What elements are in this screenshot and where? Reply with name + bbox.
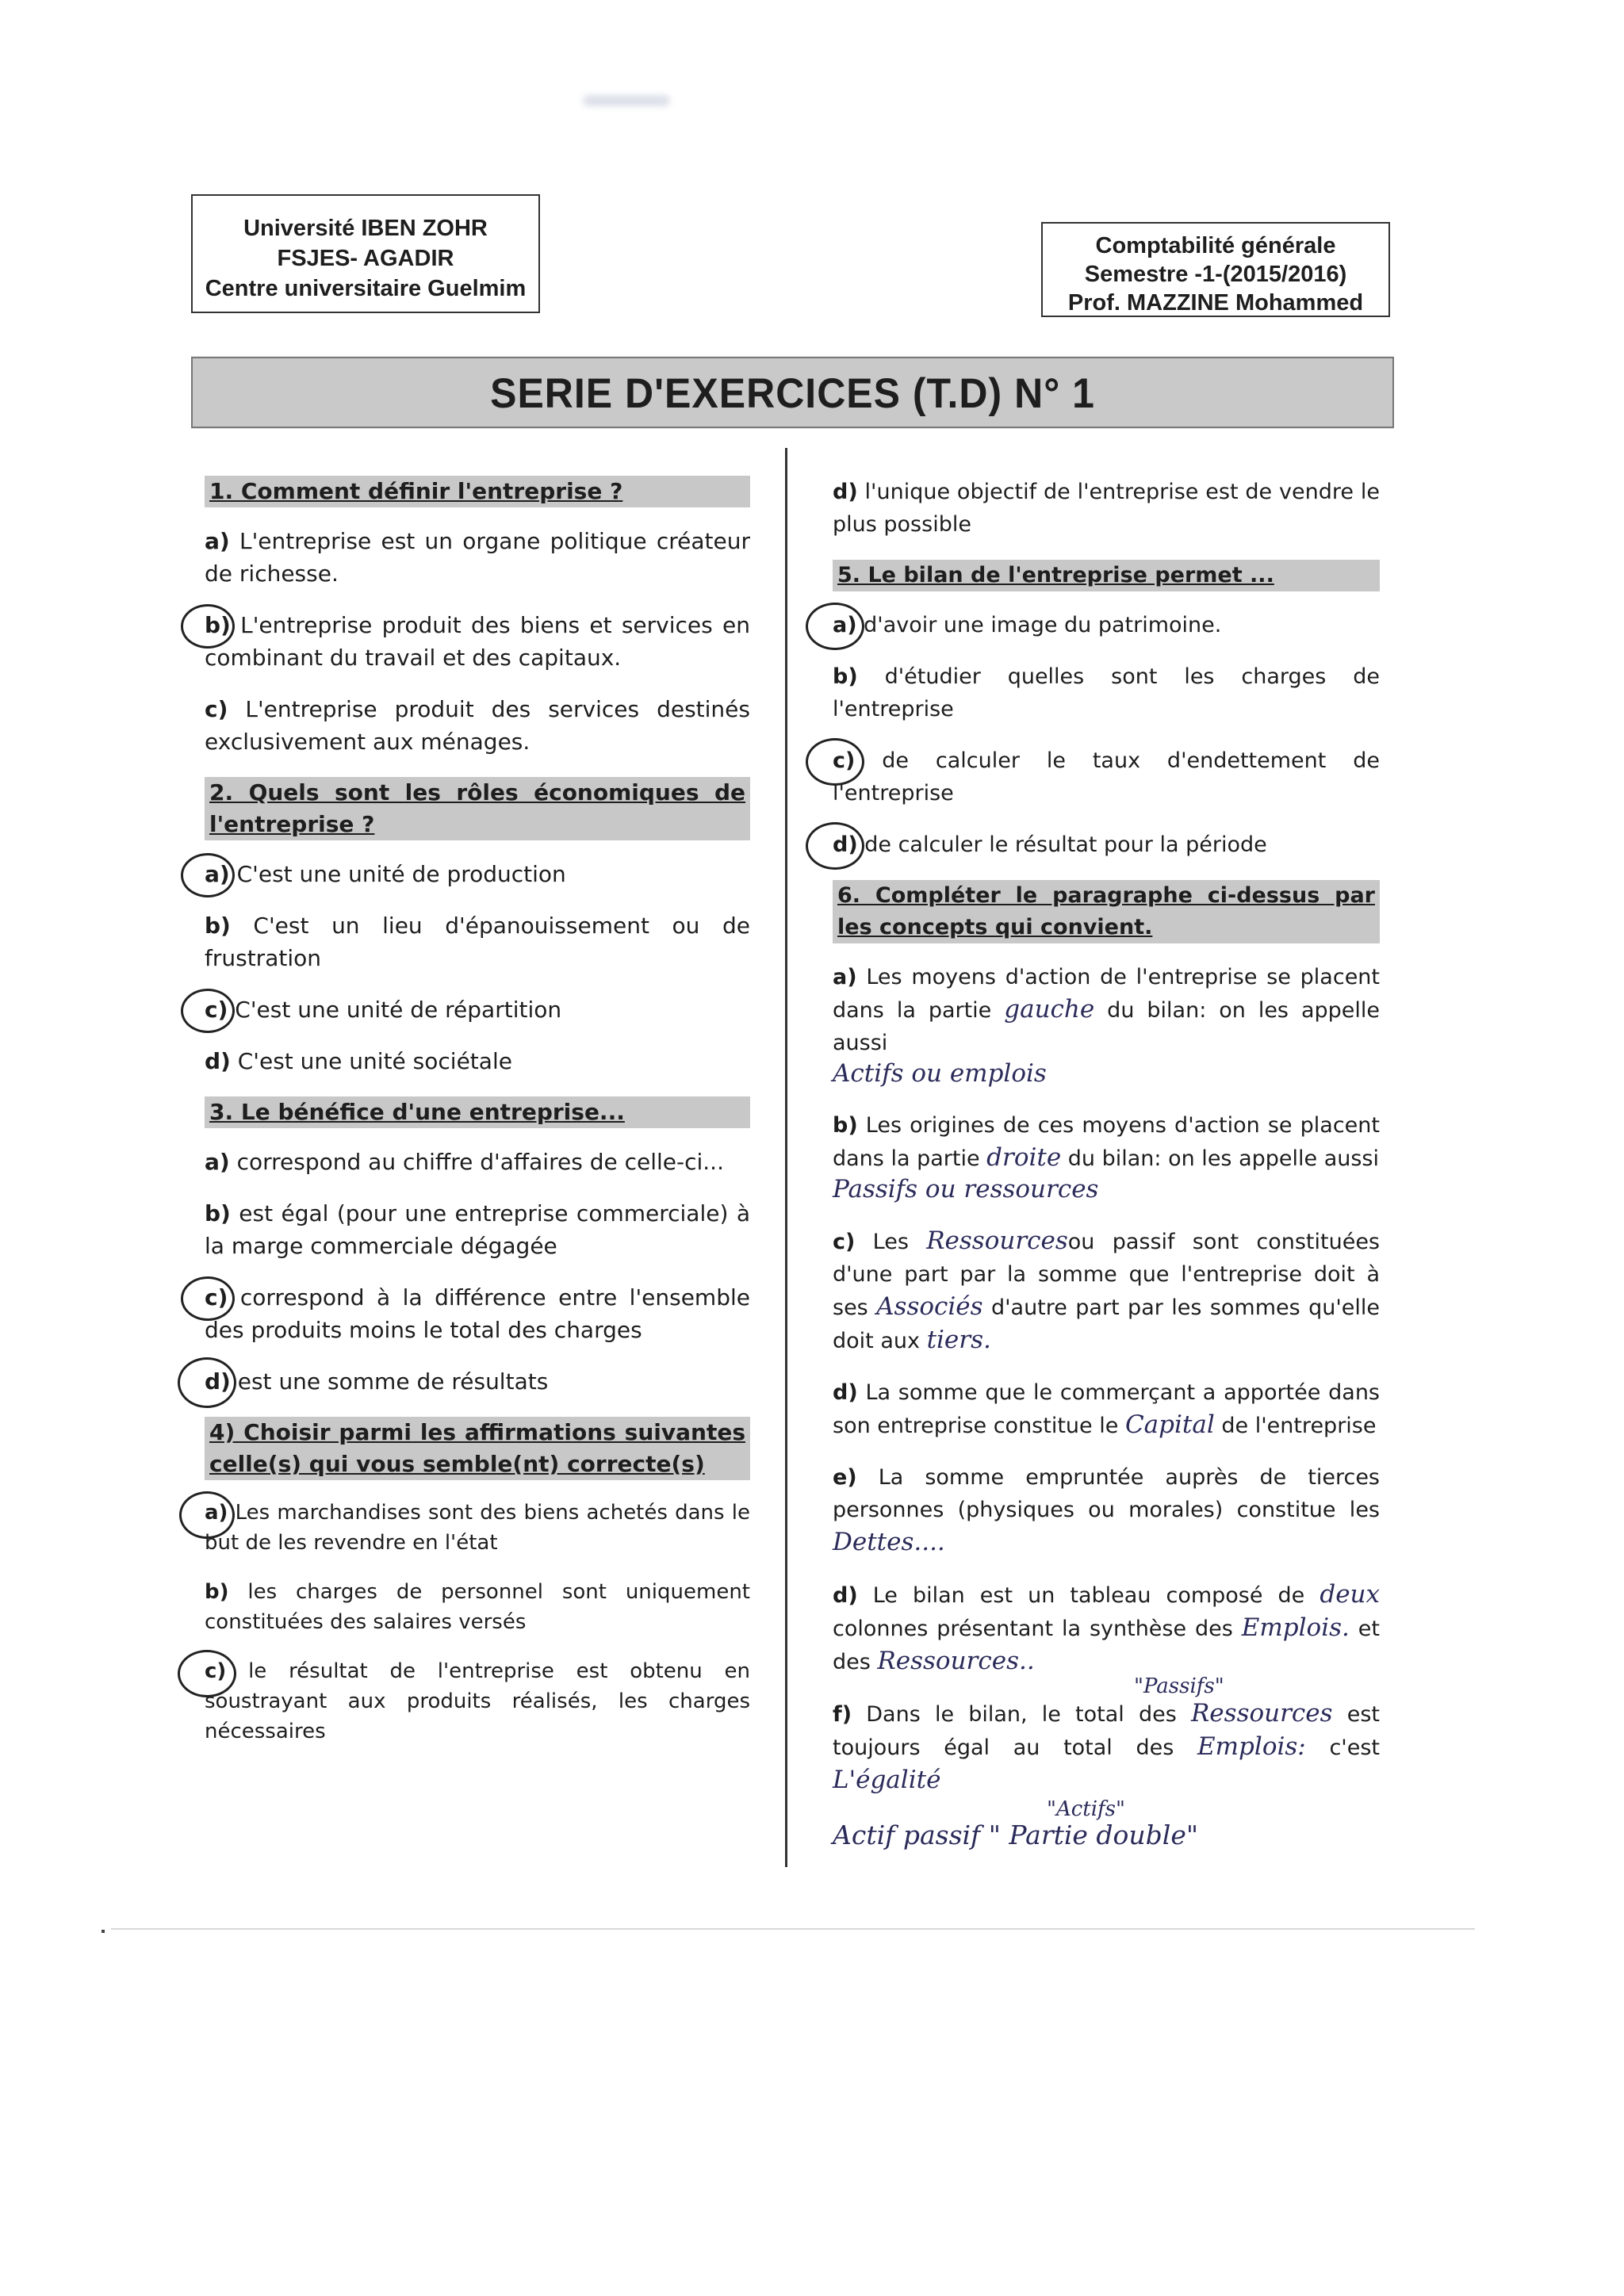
q6-item-d-bis: d) Le bilan est un tableau composé de deux colonnes présentant la synthèse des Emplois. et des Ressources.. [833,1580,1381,1675]
answer-circle [806,603,864,650]
page-title: SERIE D'EXERCICES (T.D) N° 1 [191,357,1394,428]
answer-circle [181,853,235,897]
university-name: Université IBEN ZOHR [243,216,488,241]
answer-circle [806,822,864,870]
course-header-box [1041,222,1390,317]
q3-option-b: b) est égal (pour une entreprise commerciale) à la marge commerciale dégagée [205,1200,750,1259]
q6-item-b: b) Les origines de ces moyens d'action se placent dans la partie droite du bilan: on les appelle aussi Passifs ou ressources [833,1109,1380,1206]
question-1-title: 1. Comment définir l'entreprise ? [205,476,750,507]
column-divider [785,448,787,1867]
answer-circle [806,738,864,786]
q5-option-a: a) d'avoir une image du patrimoine. [833,609,1380,641]
handwritten-answer: Emplois: [1197,1732,1306,1761]
q4-option-b: b) les charges de personnel sont uniquement constituées des salaires versés [205,1580,750,1634]
q2-option-a: a) C'est une unité de production [205,858,750,890]
handwritten-answer: gauche [1004,995,1095,1024]
handwritten-annotation: "Actifs" [1047,1797,1125,1821]
scan-bottom-line [111,1928,1475,1930]
handwritten-answer: Ressources [1190,1699,1333,1728]
q1-option-c: c) L'entreprise produit des services destinés exclusivement aux ménages. [205,696,750,755]
semester: Semestre -1-(2015/2016) [1084,262,1347,287]
scan-dot [102,1930,105,1933]
q5-option-d: d) de calculer le résultat pour la période [833,828,1380,861]
handwritten-answer: Actif passif " Partie double" [833,1820,1199,1850]
q6-item-c: c) Les Ressourcesou passif sont constituées d'une part par la somme que l'entreprise doit à ses Associés d'autre part par les sommes qu'elle doit aux tiers. [833,1226,1380,1354]
q6-item-f: "Passifs" f) Dans le bilan, le total des Ressources est toujours égal au total des Emplois: c'est L'égalité "Actifs" Actif passif " Partie double" [833,1697,1380,1851]
scan-smudge [583,95,670,106]
answer-circle [178,1650,236,1697]
q5-option-c: c) de calculer le taux d'endettement de l'entreprise [833,744,1380,809]
handwritten-answer: droite [986,1143,1062,1172]
q3-option-a: a) correspond au chiffre d'affaires de celle-ci... [205,1149,724,1175]
handwritten-answer: tiers. [926,1326,991,1354]
question-5-title: 5. Le bilan de l'entreprise permet ... [833,560,1380,591]
professor: Prof. MAZZINE Mohammed [1067,290,1364,316]
question-6-title: 6. Compléter le paragraphe ci-dessus par les concepts qui convient. [833,880,1380,943]
answer-circle [179,1491,235,1539]
q2-option-c: c) C'est une unité de répartition [205,993,750,1026]
left-column [205,476,750,1766]
q4-option-a: a) Les marchandises sont des biens achetés dans le but de les revendre en l'état [205,1498,750,1558]
question-2-title: 2. Quels sont les rôles économiques de l'entreprise ? [205,777,750,840]
answer-circle [181,1276,235,1321]
answer-circle [178,1357,236,1408]
question-3-title: 3. Le bénéfice d'une entreprise... [205,1096,750,1128]
university-header-box [191,194,540,313]
handwritten-answer: Emplois. [1241,1613,1350,1642]
handwritten-answer: L'égalité [833,1766,941,1794]
q6-item-e: e) La somme empruntée auprès de tierces personnes (physiques ou morales) constitue les Dettes.... [833,1465,1380,1556]
handwritten-answer: Ressources.. [877,1647,1035,1675]
q2-option-b: b) C'est un lieu d'épanouissement ou de frustration [205,913,750,971]
faculty-name: FSJES- AGADIR [277,246,454,271]
handwritten-annotation: "Passifs" [1134,1674,1224,1698]
q2-option-d: d) C'est une unité sociétale [205,1048,512,1074]
q6-item-d: d) La somme que le commerçant a apportée dans son entreprise constitue le Capital de l'entreprise [833,1380,1380,1439]
q4-option-c: c) le résultat de l'entreprise est obtenu en soustrayant aux produits réalisés, les charges nécessaires [205,1656,750,1747]
q6-item-a: a) Les moyens d'action de l'entreprise se placent dans la partie gauche du bilan: on les appelle aussi Actifs ou emplois [833,961,1380,1090]
q3-option-d: d) est une somme de résultats [205,1365,750,1398]
q5-option-b: b) d'étudier quelles sont les charges de l'entreprise [833,664,1380,721]
handwritten-answer: Actifs ou emplois [833,1059,1047,1088]
handwritten-answer: Ressources [926,1226,1068,1255]
question-4-title: 4) Choisir parmi les affirmations suivantes celle(s) qui vous semble(nt) correcte(s) [205,1417,750,1480]
centre-name: Centre universitaire Guelmim [205,276,527,301]
right-column [833,476,1380,1870]
handwritten-answer: Dettes.... [833,1528,945,1556]
answer-circle [181,989,235,1033]
q1-option-a: a) L'entreprise est un organe politique créateur de richesse. [205,528,750,587]
q4-option-d: d) l'unique objectif de l'entreprise est de vendre le plus possible [833,480,1380,537]
course-name: Comptabilité générale [1095,233,1336,258]
q3-option-c: c) correspond à la différence entre l'ensemble des produits moins le total des charges [205,1281,750,1346]
q1-option-b: b) L'entreprise produit des biens et services en combinant du travail et des capitaux. [205,609,750,674]
handwritten-answer: deux [1320,1580,1380,1609]
answer-circle [181,604,235,649]
handwritten-answer: Associés [876,1292,983,1321]
handwritten-answer: Capital [1124,1410,1215,1439]
handwritten-answer: Passifs ou ressources [833,1175,1099,1203]
